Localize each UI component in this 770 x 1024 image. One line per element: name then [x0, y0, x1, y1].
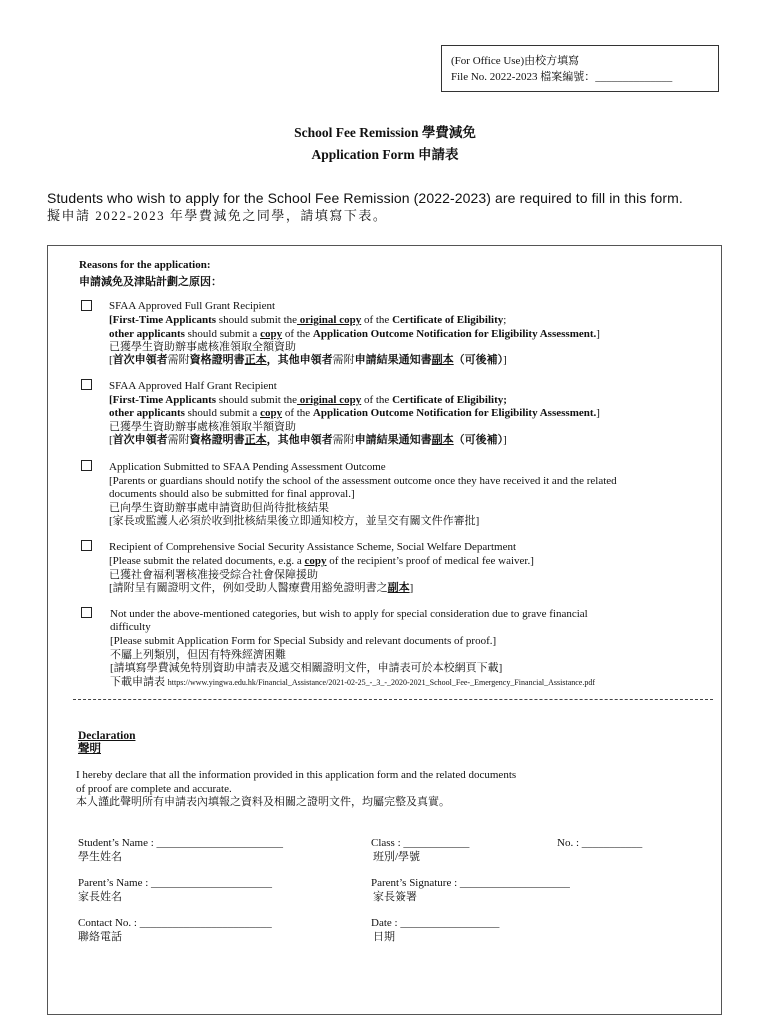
cssa-zh-1: 已獲社會福利署核准接受綜合社會保障援助	[109, 569, 318, 581]
form-subtitle: Application Form 申請表	[311, 147, 459, 162]
pending-assessment-zh-2: [家長或監護人必須於收到批核結果後立即通知校方，並呈交有關文件作審批]	[109, 515, 480, 527]
half-grant-zh-2: [首次申領者需附資格證明書正本，其他申領者需附申請結果通知書副本（可後補）]	[109, 434, 507, 446]
section-divider	[73, 699, 713, 700]
special-consideration-note: [Please submit Application Form for Special Subsidy and relevant documents of proof.]	[110, 635, 497, 647]
cssa-checkbox[interactable]	[81, 540, 92, 551]
intro-text-en: Students who wish to apply for the School Fee Remission (2022-2023) are required to fill in this form.	[47, 190, 683, 206]
half-grant-zh-1: 已獲學生資助辦事處核准領取半額資助	[109, 421, 296, 433]
declaration-text-1: I hereby declare that all the information provided in this application form and the related documents	[76, 769, 517, 781]
contact-number-label-zh: 聯絡電話	[78, 931, 122, 943]
special-consideration-checkbox[interactable]	[81, 607, 92, 618]
special-consideration-title: Not under the above-mentioned categories, but wish to apply for special consideration due to grave financial	[110, 608, 588, 620]
parent-name-field[interactable]: Parent’s Name : ______________________	[78, 877, 273, 889]
date-field[interactable]: Date : __________________	[371, 917, 500, 929]
reasons-label-en: Reasons for the application:	[79, 259, 211, 271]
pending-assessment-checkbox[interactable]	[81, 460, 92, 471]
student-name-label-zh: 學生姓名	[78, 851, 122, 863]
cssa-zh-2: [請附呈有關證明文件，例如受助人醫療費用豁免證明書之副本]	[109, 582, 414, 594]
class-field[interactable]: Class : ____________	[371, 837, 470, 849]
special-consideration-zh-1: 不屬上列類別，但因有特殊經濟困難	[110, 649, 286, 661]
office-use-box	[441, 45, 719, 92]
pending-assessment-note-1: [Parents or guardians should notify the school of the assessment outcome once they have received it and the related	[109, 475, 617, 487]
pending-assessment-zh-1: 已向學生資助辦事處申請資助但尚待批核結果	[109, 502, 329, 514]
special-consideration-title-cont: difficulty	[110, 621, 151, 633]
download-form-link[interactable]: https://www.yingwa.edu.hk/Financial_Assistance/2021-02-25_-_3_-_2020-2021_School_Fee-_Emergency_Financial_Assistance.pdf	[167, 678, 596, 687]
student-number-field[interactable]: No. : ___________	[557, 837, 643, 849]
contact-number-field[interactable]: Contact No. : ________________________	[78, 917, 272, 929]
parent-signature-label-zh: 家長簽署	[373, 891, 417, 903]
download-form-label: 下載申請表	[110, 676, 168, 688]
pending-assessment-note-2: documents should also be submitted for final approval.]	[109, 488, 355, 500]
form-title: School Fee Remission 學費減免	[294, 125, 476, 140]
full-grant-zh-1: 已獲學生資助辦事處核准領取全額資助	[109, 341, 296, 353]
declaration-heading-zh: 聲明	[78, 743, 101, 755]
declaration-heading-en: Declaration	[78, 730, 136, 742]
half-grant-title: SFAA Approved Half Grant Recipient	[109, 380, 277, 392]
intro-text-zh: 擬申請 2022-2023 年學費減免之同學，請填寫下表。	[47, 208, 388, 223]
full-grant-instructions-2: other applicants should submit a copy of the Application Outcome Notification for Eligibility Assessment.]	[109, 328, 600, 340]
cssa-title: Recipient of Comprehensive Social Security Assistance Scheme, Social Welfare Department	[109, 541, 517, 553]
special-consideration-zh-2: [請填寫學費減免特別資助申請表及遞交相關證明文件，申請表可於本校網頁下載]	[110, 662, 503, 674]
reasons-label-zh: 申請減免及津貼計劃之原因：	[79, 276, 222, 288]
full-grant-instructions-1: [First-Time Applicants should submit the original copy of the Certificate of Eligibility;	[109, 314, 507, 326]
parent-signature-field[interactable]: Parent’s Signature : ____________________	[371, 877, 570, 889]
pending-assessment-title: Application Submitted to SFAA Pending Assessment Outcome	[109, 461, 386, 473]
half-grant-instructions-1: [First-Time Applicants should submit the original copy of the Certificate of Eligibility;	[109, 394, 507, 406]
class-label-zh: 班別/學號	[373, 851, 421, 863]
office-use-label: (For Office Use)由校方填寫	[451, 55, 580, 67]
date-label-zh: 日期	[373, 931, 395, 943]
full-grant-checkbox[interactable]	[81, 300, 92, 311]
cssa-note: [Please submit the related documents, e.g. a copy of the recipient’s proof of medical fee waiver.]	[109, 555, 534, 567]
full-grant-title: SFAA Approved Full Grant Recipient	[109, 300, 276, 312]
declaration-text-2: of proof are complete and accurate.	[76, 783, 232, 795]
parent-name-label-zh: 家長姓名	[78, 891, 122, 903]
half-grant-checkbox[interactable]	[81, 379, 92, 390]
student-name-field[interactable]: Student’s Name : _______________________	[78, 837, 284, 849]
download-form-line	[110, 675, 595, 690]
file-number-field: File No. 2022-2023 檔案編號：______________	[451, 71, 673, 83]
declaration-text-zh: 本人謹此聲明所有申請表內填報之資料及相關之證明文件，均屬完整及真實。	[76, 796, 450, 808]
full-grant-zh-2: [首次申領者需附資格證明書正本，其他申領者需附申請結果通知書副本（可後補）]	[109, 354, 507, 366]
half-grant-instructions-2: other applicants should submit a copy of the Application Outcome Notification for Eligibility Assessment.]	[109, 407, 600, 419]
